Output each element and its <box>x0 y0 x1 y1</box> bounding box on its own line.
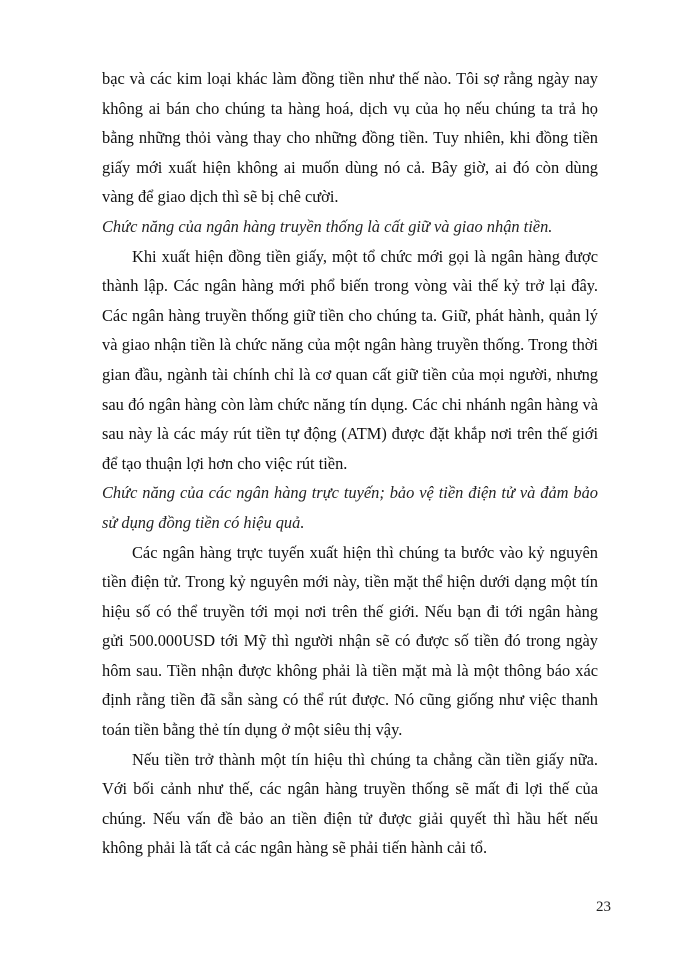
paragraph-conclusion: Nếu tiền trở thành một tín hiệu thì chúng ta chẳng cần tiền giấy nữa. Với bối cảnh như thế, các ngân hàng truyền thống sẽ mất đi lợi thế của chúng. Nếu vấn đề bảo an tiền điện tử được giải quyết thì hầu hết nếu không phải là tất cả các ngân hàng sẽ phải tiến hành cải tổ. <box>102 749 598 858</box>
paragraph-traditional-banks: Khi xuất hiện đồng tiền giấy, một tổ chức mới gọi là ngân hàng được thành lập. Các ngân hàng mới phổ biến trong vòng vài thế kỷ trở lại đây. Các ngân hàng truyền thống giữ tiền cho chúng ta. Giữ, phát hành, quản lý và giao nhận tiền là chức năng của một ngân hàng truyền thống. Trong thời gian đầu, ngành tài chính chỉ là cơ quan cất giữ tiền của mọi người, nhưng sau đó ngân hàng còn làm chức năng tín dụng. Các chi nhánh ngân hàng và sau này là các máy rút tiền tự động (ATM) được đặt khắp nơi trên thế giới để tạo thuận lợi hơn cho việc rút tiền. <box>102 246 598 473</box>
page-number: 23 <box>596 899 611 915</box>
page-body <box>102 64 598 863</box>
paragraph-continued: bạc và các kim loại khác làm đồng tiền như thế nào. Tôi sợ rằng ngày nay không ai bán cho chúng ta hàng hoá, dịch vụ của họ nếu chúng ta trả họ bằng những thỏi vàng thay cho những đồng tiền. Tuy nhiên, khi đồng tiền giấy mới xuất hiện không ai muốn dùng nó cả. Bây giờ, ai đó còn dùng vàng để giao dịch thì sẽ bị chê cười. <box>102 69 598 207</box>
section-heading-online-banks: Chức năng của các ngân hàng trực tuyến; bảo vệ tiền điện tử và đảm bảo sử dụng đồng tiền có hiệu quả. <box>102 483 598 532</box>
section-heading-traditional-banks: Chức năng của ngân hàng truyền thống là cất giữ và giao nhận tiền. <box>102 216 553 236</box>
paragraph-online-banks: Các ngân hàng trực tuyến xuất hiện thì chúng ta bước vào kỷ nguyên tiền điện tử. Trong kỷ nguyên mới này, tiền mặt thể hiện dưới dạng một tín hiệu số có thể truyền tới mọi nơi trên thế giới. Nếu bạn đi tới ngân hàng gửi 500.000USD tới Mỹ thì người nhận sẽ có được số tiền đó trong ngày hôm sau. Tiền nhận được không phải là tiền mặt mà là một thông báo xác định rằng tiền đã sẵn sàng có thể rút được. Nó cũng giống như việc thanh toán tiền bằng thẻ tín dụng ở một siêu thị vậy. <box>102 542 598 740</box>
